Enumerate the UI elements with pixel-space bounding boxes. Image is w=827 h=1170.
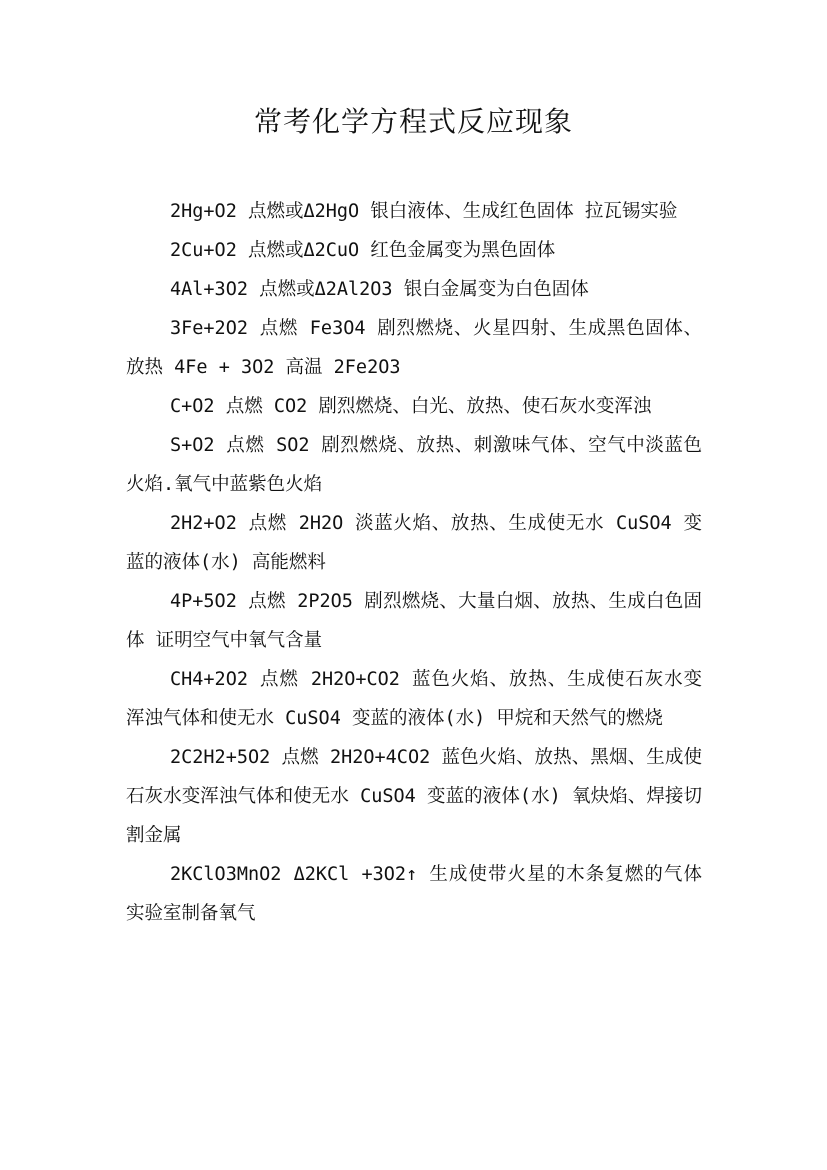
paragraph-p-o2: 4P+5O2 点燃 2P2O5 剧烈燃烧、大量白烟、放热、生成白色固体 证明空气中氧气含量 <box>126 591 702 651</box>
paragraph-cu-o2: 2Cu+O2 点燃或Δ2CuO 红色金属变为黑色固体 <box>170 240 556 261</box>
paragraph-s-o2: S+O2 点燃 SO2 剧烈燃烧、放热、刺激味气体、空气中淡蓝色火焰.氧气中蓝紫色火焰 <box>126 435 702 495</box>
paragraph-c2h2-o2: 2C2H2+5O2 点燃 2H2O+4CO2 蓝色火焰、放热、黑烟、生成使石灰水变浑浊气体和使无水 CuSO4 变蓝的液体(水) 氧炔焰、焊接切割金属 <box>126 747 702 846</box>
paragraph-ch4-o2: CH4+2O2 点燃 2H2O+CO2 蓝色火焰、放热、生成使石灰水变浑浊气体和使无水 CuSO4 变蓝的液体(水) 甲烷和天然气的燃烧 <box>126 669 702 729</box>
page-title: 常考化学方程式反应现象 <box>253 105 573 138</box>
paragraph-c-o2: C+O2 点燃 CO2 剧烈燃烧、白光、放热、使石灰水变浑浊 <box>170 396 652 417</box>
paragraph-kclo3: 2KClO3MnO2 Δ2KCl +3O2↑ 生成使带火星的木条复燃的气体 实验室制备氧气 <box>126 864 702 924</box>
paragraph-fe-o2: 3Fe+2O2 点燃 Fe3O4 剧烈燃烧、火星四射、生成黑色固体、放热 4Fe + 3O2 高温 2Fe2O3 <box>126 318 702 378</box>
paragraph-hg-o2: 2Hg+O2 点燃或Δ2HgO 银白液体、生成红色固体 拉瓦锡实验 <box>170 201 678 222</box>
document-body <box>126 192 702 933</box>
paragraph-h2-o2: 2H2+O2 点燃 2H2O 淡蓝火焰、放热、生成使无水 CuSO4 变蓝的液体(水) 高能燃料 <box>126 513 702 573</box>
paragraph-al-o2: 4Al+3O2 点燃或Δ2Al2O3 银白金属变为白色固体 <box>170 279 589 300</box>
